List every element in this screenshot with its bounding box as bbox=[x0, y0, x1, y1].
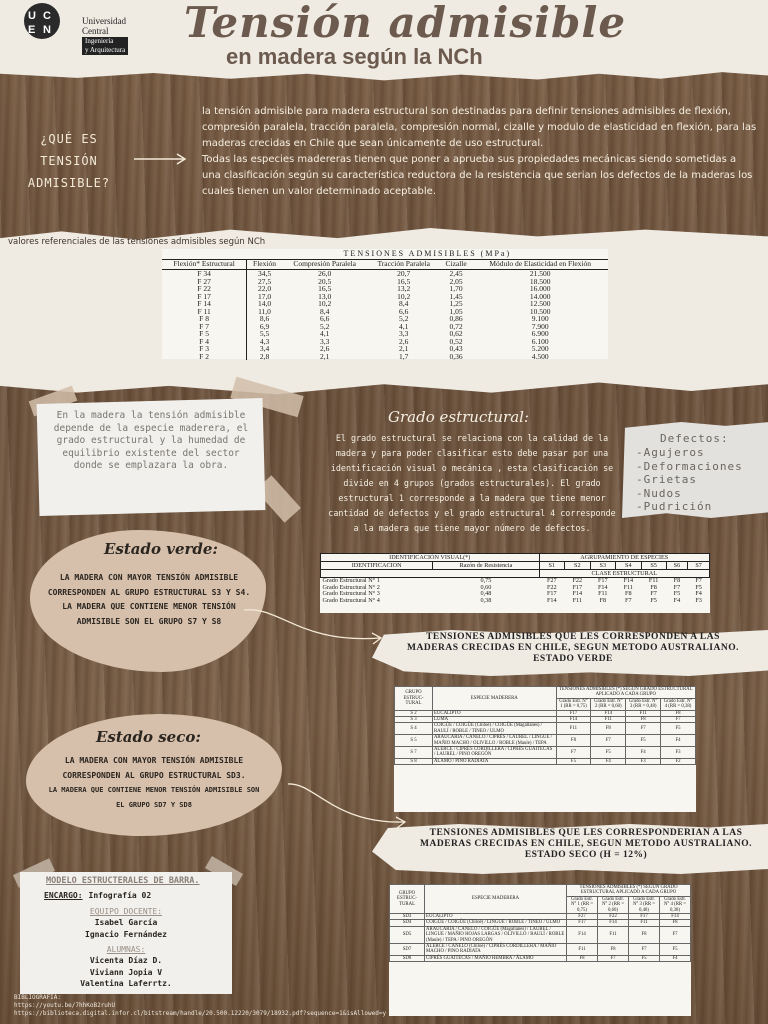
table-cell: F7 bbox=[598, 955, 629, 961]
column-header: S2 bbox=[565, 562, 591, 570]
table-cell: F11 bbox=[572, 596, 582, 604]
table-cell: F11 bbox=[623, 583, 633, 591]
column-header: Grado Estr. N° 2 (RR = 0,60) bbox=[591, 698, 626, 710]
table-row bbox=[162, 353, 608, 361]
defecto-item: -Nudos bbox=[636, 486, 682, 500]
table-cell: F8 bbox=[650, 583, 657, 591]
table-cell: 0,38 bbox=[480, 596, 492, 604]
table-cell: 5,2 bbox=[319, 321, 330, 331]
table-cell: S 4 bbox=[395, 723, 433, 735]
table-cell: ÁLAMO / PINO RADIATA bbox=[432, 758, 556, 764]
table-cell: 8,4 bbox=[319, 306, 330, 316]
table-cell: F4 bbox=[695, 590, 702, 597]
grado-text: El grado estructural se relaciona con la calidad de la madera y para poder clasificar esto debe pasar por una identificación visual o mecánica , esta clasificación se divide en 4 grupos (grados estructurales). El grado estructural 1 corresponde a la madera que tiene menor cantidad de defectos y el grado estructural 4 corresponde a la madera que tiene mayor número de defectos. bbox=[328, 433, 616, 533]
table-cell: Grado Estructural N° 1 bbox=[322, 577, 380, 584]
table-cell: 0,86 bbox=[449, 314, 463, 323]
table-cell: 6,9 bbox=[259, 321, 270, 331]
table-cell: F 17 bbox=[162, 293, 247, 301]
table-cell: 1,7 bbox=[399, 351, 409, 361]
table-cell: 22,0 bbox=[257, 284, 272, 293]
bibliografia-link[interactable]: https://biblioteca.digital.infor.cl/bitstream/handle/20.500.12220/3079/18932.pdf?sequence=1&isAllowed=y bbox=[14, 1010, 387, 1017]
table-cell: Grado Estructural N° 3 bbox=[322, 590, 380, 597]
table-cell: F8 bbox=[598, 944, 629, 956]
table-cell: 0,60 bbox=[480, 583, 492, 591]
table-row bbox=[395, 758, 696, 764]
table-cell: F11 bbox=[598, 926, 629, 943]
table-cell: 4,1 bbox=[319, 329, 330, 338]
defectos-list bbox=[636, 446, 743, 514]
table-cell: F 5 bbox=[162, 330, 247, 338]
table-cell: F7 bbox=[659, 926, 690, 943]
seco-table-title: TENSIONES ADMISIBLES QUE LES CORRESPONDERIAN A LAS MADERAS CRECIDAS EN CHILE, SEGUN METODO AUSTRALIANO. ESTADO SECO (H = 12%) bbox=[420, 828, 752, 860]
ucen-logo bbox=[14, 3, 70, 39]
table-cell: SD5 bbox=[390, 926, 425, 943]
table-cell: F 11 bbox=[162, 308, 247, 316]
table-cell: 2,6 bbox=[399, 336, 409, 346]
table-cell: 14,0 bbox=[257, 299, 272, 308]
table-cell: 0,62 bbox=[449, 329, 463, 338]
table-cell: 6.900 bbox=[531, 329, 549, 338]
table-cell: 0,72 bbox=[449, 321, 463, 331]
column-header: Compresión Paralela bbox=[282, 260, 368, 270]
table-cell: F8 bbox=[659, 920, 690, 926]
intro-text bbox=[202, 104, 758, 200]
table-cell: F17 bbox=[556, 710, 591, 716]
table-cell: F7 bbox=[625, 596, 632, 604]
table-cell: F4 bbox=[626, 747, 661, 759]
table-cell: 0,43 bbox=[449, 344, 463, 353]
table-cell: S 8 bbox=[395, 758, 433, 764]
table-cell: 2,45 bbox=[449, 269, 463, 278]
table-cell: F 7 bbox=[162, 323, 247, 331]
table-cell: 9.100 bbox=[531, 314, 549, 323]
table-cell: F4 bbox=[661, 735, 696, 747]
table-cell: 20,5 bbox=[318, 276, 332, 286]
column-header: Módulo de Elasticidad en Flexión bbox=[472, 260, 608, 270]
table-cell: F27 bbox=[546, 577, 557, 584]
table-cell: F11 bbox=[556, 723, 591, 735]
seco-table: GRUPO ESTRUC-TURAL ESPECIE MADERERA TENSIONES ADMISIBLES (*) SEGUN GRADO ESTRUCTURAL APLICADO A CADA GRUPO Grado Estr. N° 1 (RR = 0,75) Grado Estr. N° 2 (RR = 0,60) Grado Estr. N° 3 (RR = 0,48) Grado Estr. N° 4 (RR = 0,38) SD3 EUCALIPTO F27 F22 F17 F14 SD4 COIGÜE / COIGÜE (Chiloé) / LINGUE / ROBLE / TINEO / ULMO F17 F14 F11 F8 SD5 ARAUCARIA / CANELO / COIGÜE (Magallanes) / LAUREL / LINGUE / MAÑIO HOJAS LARGAS / OLIVILLO / RAULÍ / ROBLE (Maule) / TEPA / PINO OREGÓN F14 F11 F8 F7 SD7 ALERCE / CANELO (Chiloé) / CIPRÉS CORDILLERA / MAÑIO MACHO / PINO RADIATA F11 F8 F7 F5 SD8 CIPRÉS GUAITECAS / MAÑIO HEMBRA / ÁLAMO F8 F7 F5 F4 bbox=[389, 884, 691, 1016]
table-cell: F11 bbox=[648, 577, 659, 584]
estado-verde-title: Estado verde: bbox=[104, 540, 218, 558]
docente-label: EQUIPO DOCENTE: bbox=[89, 907, 163, 916]
table-cell: F22 bbox=[598, 914, 629, 920]
table-cell: Grado Estructural N° 4 bbox=[322, 596, 380, 604]
column-header: Cizalle bbox=[440, 260, 472, 270]
grado-title: Grado estructural: bbox=[388, 408, 529, 426]
table-cell: F4 bbox=[659, 955, 690, 961]
table-cell: F5 bbox=[695, 583, 702, 591]
table-cell: 11,0 bbox=[258, 306, 271, 316]
table-cell: F3 bbox=[626, 758, 661, 764]
table-cell: 7.900 bbox=[531, 321, 549, 331]
table-row bbox=[395, 723, 696, 735]
encargo: ENCARGO: Infografía 02 bbox=[44, 891, 152, 900]
table-cell: 4.500 bbox=[531, 351, 549, 361]
table-cell: F5 bbox=[650, 596, 657, 604]
table-cell: F7 bbox=[695, 577, 702, 584]
table-cell: F8 bbox=[599, 596, 607, 604]
defecto-item: -Agujeros bbox=[636, 446, 705, 459]
table-row bbox=[390, 920, 691, 926]
table-cell: F14 bbox=[598, 920, 629, 926]
column-header: Grado Estr. N° 4 (RR = 0,38) bbox=[661, 698, 696, 710]
table-cell: F14 bbox=[597, 583, 608, 591]
intro-paragraph-2: Todas las especies madereras tienen que poner a aprueba sus propiedades mecánicas siendo sometidas a una clasificación según su característica reductora de la resistencia que serian los defectos de la maderas los cuales tienen un valor determinado aceptable. bbox=[202, 154, 753, 197]
table-cell: F8 bbox=[556, 735, 591, 747]
table-cell: 10,2 bbox=[318, 299, 332, 308]
table-cell: 34,5 bbox=[257, 269, 272, 278]
table-cell: F27 bbox=[567, 914, 598, 920]
table-cell: 5,5 bbox=[259, 329, 270, 338]
table-cell: F11 bbox=[598, 590, 608, 597]
column-header: S6 bbox=[666, 562, 688, 570]
table-cell: 3,3 bbox=[319, 336, 330, 346]
table-cell: F5 bbox=[626, 735, 661, 747]
table-cell: F5 bbox=[661, 723, 696, 735]
table-cell: 0,36 bbox=[449, 351, 463, 361]
table-cell: F17 bbox=[597, 577, 608, 584]
table-cell: F5 bbox=[591, 747, 626, 759]
table-cell: ALERCE / CIPRÉS CORDILLERA / CIPRÉS GUAITECAS / LAUREL / PINO OREGÓN bbox=[432, 747, 556, 759]
table-cell: S 7 bbox=[395, 747, 433, 759]
table-cell: F17 bbox=[567, 920, 598, 926]
table-cell: LUMA bbox=[432, 717, 556, 723]
column-header: Grado Estr. N° 3 (RR = 0,48) bbox=[629, 896, 660, 913]
table-cell: F17 bbox=[629, 914, 660, 920]
column-header: Grado Estr. N° 3 (RR = 0,48) bbox=[626, 698, 661, 710]
table-cell: 0,52 bbox=[449, 336, 463, 346]
table-cell: 3,4 bbox=[259, 344, 270, 353]
table-cell: F8 bbox=[625, 590, 632, 597]
verde-table-title: TENSIONES ADMISIBLES QUE LES CORRESPONDEN A LAS MADERAS CRECIDAS EN CHILE, SEGUN METODO AUSTRALIANO. ESTADO VERDE bbox=[407, 632, 739, 664]
table-cell: 0,75 bbox=[480, 577, 492, 584]
column-header: S5 bbox=[641, 562, 666, 570]
table-cell: 2,05 bbox=[449, 276, 463, 286]
table-cell: F14 bbox=[659, 914, 690, 920]
estado-seco-title: Estado seco: bbox=[96, 728, 201, 746]
bibliografia: BIBLIOGRAFÍA: https://youtu.be/7hhKoB2ruhU https://biblioteca.digital.infor.cl/bitstream/handle/20.500.12220/3079/18932.pdf?sequence=1&isAllowed=y bbox=[14, 994, 387, 1017]
defecto-item: -Deformaciones bbox=[636, 459, 743, 473]
table-cell: 4,1 bbox=[399, 321, 409, 331]
table-cell: F 14 bbox=[162, 300, 247, 308]
table-cell: F11 bbox=[567, 944, 598, 956]
table-cell: F 3 bbox=[162, 345, 247, 353]
table-cell: F8 bbox=[626, 717, 661, 723]
table-cell: 16,5 bbox=[397, 276, 411, 286]
table-cell: F14 bbox=[623, 577, 634, 584]
table-cell: F3 bbox=[661, 747, 696, 759]
table-cell: 13,2 bbox=[397, 284, 411, 293]
table-cell: F8 bbox=[591, 723, 626, 735]
alumnas-label: ALUMNAS: bbox=[106, 945, 146, 954]
table-cell: 0,48 bbox=[480, 590, 492, 597]
table-cell: 2,6 bbox=[319, 344, 330, 353]
clasif-header-group: AGRUPAMIENTO DE ESPECIES bbox=[539, 554, 710, 562]
table-cell: 10,2 bbox=[397, 291, 411, 301]
column-header: S3 bbox=[590, 562, 616, 570]
table-cell: COIGÜE / COIGÜE (Chiloé) / LINGUE / ROBLE / TINEO / ULMO bbox=[425, 920, 567, 926]
table-cell: 4,3 bbox=[259, 336, 270, 346]
table-caption: valores referenciales de las tensiones admisibles según NCh bbox=[8, 237, 266, 247]
column-header: Grado Estr. N° 4 (RR = 0,38) bbox=[659, 896, 690, 913]
table-cell: F3 bbox=[695, 596, 702, 604]
table-row bbox=[390, 926, 691, 943]
table-cell: F5 bbox=[659, 944, 690, 956]
faculty-band: Ingeniería y Arquitectura bbox=[82, 37, 128, 55]
column-header: Flexión* Estructural bbox=[162, 260, 247, 270]
defectos-title: Defectos: bbox=[660, 432, 729, 445]
table-cell: F7 bbox=[629, 944, 660, 956]
table-cell: 27,5 bbox=[257, 276, 272, 286]
table-row bbox=[390, 944, 691, 956]
table-cell: 18.500 bbox=[529, 276, 551, 286]
table-cell: F11 bbox=[591, 717, 626, 723]
column-header: Tracción Paralela bbox=[367, 260, 439, 270]
table-cell: F5 bbox=[556, 758, 591, 764]
table-cell: 2,8 bbox=[259, 351, 270, 361]
column-header: S1 bbox=[539, 562, 565, 570]
estado-verde-text: LA MADERA CON MAYOR TENSIÓN ADMISIBLE CORRESPONDEN AL GRUPO ESTRUCTURAL S3 Y S4. LA MADERA QUE CONTIENE MENOR TENSIÓN ADMISIBLE SON EL GRUPO S7 Y S8 bbox=[47, 573, 251, 626]
table-cell: F22 bbox=[546, 583, 557, 591]
curved-arrow-icon bbox=[240, 604, 390, 654]
table-cell: F11 bbox=[629, 920, 660, 926]
docente-names: Isabel García Ignacio Fernández bbox=[85, 918, 167, 939]
table-cell: SD7 bbox=[390, 944, 425, 956]
table-cell: SD3 bbox=[390, 914, 425, 920]
right-arrow-icon bbox=[132, 152, 190, 166]
table-cell: F17 bbox=[572, 583, 583, 591]
table-cell: F5 bbox=[629, 955, 660, 961]
svg-text:N: N bbox=[43, 24, 51, 36]
table-cell: F8 bbox=[661, 710, 696, 716]
defecto-item: -Pudrición bbox=[636, 500, 713, 513]
table-cell: F17 bbox=[546, 590, 557, 597]
column-header: Grado Estr. N° 2 (RR = 0,60) bbox=[598, 896, 629, 913]
table-cell: F22 bbox=[572, 577, 583, 584]
table-cell: 1,45 bbox=[449, 291, 463, 301]
table-cell: F7 bbox=[626, 723, 661, 735]
table-row bbox=[390, 955, 691, 961]
table-cell: F14 bbox=[546, 596, 557, 604]
table-cell: 26,0 bbox=[318, 269, 332, 278]
svg-text:C: C bbox=[43, 10, 51, 22]
defecto-item: -Grietas bbox=[636, 473, 697, 486]
table-cell: F8 bbox=[567, 955, 598, 961]
table-cell: F14 bbox=[572, 590, 583, 597]
table-cell: F 34 bbox=[162, 270, 247, 278]
intro-paragraph-1: la tensión admisible para madera estructural son destinadas para definir tensiones admisibles de flexión, compresión paralela, tracción paralela, compresión normal, cizalle y modulo de elasticidad en flexión, para las maderas crecidas en Chile que sean únicamente de uso estructural. bbox=[202, 106, 757, 149]
logo-letters-top: U bbox=[28, 10, 36, 22]
table-row bbox=[395, 747, 696, 759]
table-cell: F14 bbox=[556, 717, 591, 723]
table-cell: F7 bbox=[556, 747, 591, 759]
table-cell: SD8 bbox=[390, 955, 425, 961]
table-cell: F8 bbox=[629, 926, 660, 943]
column-header: S7 bbox=[688, 562, 710, 570]
table-cell: F7 bbox=[591, 735, 626, 747]
table-cell: F 22 bbox=[162, 285, 247, 293]
table-cell: S 2 bbox=[395, 710, 433, 716]
table-cell: S 3 bbox=[395, 717, 433, 723]
table-cell: 5.200 bbox=[531, 344, 549, 353]
bibliografia-link[interactable]: https://youtu.be/7hhKoB2ruhU bbox=[14, 1002, 116, 1009]
table-cell: 20,7 bbox=[397, 269, 411, 278]
table-cell: 5,2 bbox=[399, 314, 409, 323]
column-header: Grado Estr. N° 1 (RR = 0,75) bbox=[556, 698, 591, 710]
table-cell: F5 bbox=[673, 590, 681, 597]
table-cell: 3,3 bbox=[399, 329, 409, 338]
table-cell: F7 bbox=[650, 590, 657, 597]
table-cell: 10.500 bbox=[529, 306, 551, 316]
table-cell: 6,6 bbox=[399, 306, 409, 316]
column-header: Grado Estr. N° 1 (RR = 0,75) bbox=[567, 896, 598, 913]
table-cell: F 27 bbox=[162, 278, 247, 286]
table-cell: F2 bbox=[661, 758, 696, 764]
tensiones-table-title: TENSIONES ADMISIBLES (MPa) bbox=[247, 249, 608, 260]
table-cell: F14 bbox=[591, 710, 626, 716]
page-subtitle: en madera según la NCh bbox=[226, 44, 483, 69]
table-cell: 6.100 bbox=[531, 336, 549, 346]
table-cell: SD4 bbox=[390, 920, 425, 926]
info-heading: MODELO ESTRUCTERALES DE BARRA. bbox=[46, 876, 200, 886]
note-text: En la madera la tensión admisible depende de la especie maderera, el grado estructural y la humedad de equilibrio existente del sector donde se emplazara la obra. bbox=[53, 410, 249, 471]
estado-seco-text: LA MADERA CON MAYOR TENSIÓN ADMISIBLE CORRESPONDEN AL GRUPO ESTRUCTURAL SD3. LA MADERA QUE CONTIENE MENOR TENSIÓN ADMISIBLE SON EL GRUPO SD7 Y SD8 bbox=[48, 756, 260, 809]
table-cell: F8 bbox=[673, 577, 681, 584]
table-cell: 1,70 bbox=[449, 284, 463, 293]
svg-text:E: E bbox=[28, 24, 36, 36]
table-cell: 2,1 bbox=[319, 351, 330, 361]
table-row bbox=[395, 735, 696, 747]
table-cell: ALERCE / CANELO (Chiloé) / CIPRÉS CORDILLERA / MAÑIO MACHO / PINO RADIATA bbox=[425, 944, 567, 956]
table-cell: F 2 bbox=[162, 353, 247, 361]
table-cell: 2,1 bbox=[399, 344, 409, 353]
table-cell: ARAUCARIA / CANELO / COIGÜE (Magallanes) / LAUREL / LINGUE / MAÑIO HOJAS LARGAS / OLIVILLO / RAULÍ / ROBLE (Maule) / TEPA / PINO OREGÓN bbox=[425, 926, 567, 943]
table-cell: S 5 bbox=[395, 735, 433, 747]
table-cell: EUCALIPTO bbox=[432, 710, 556, 716]
table-cell: 14.000 bbox=[529, 291, 551, 301]
table-cell: 17,0 bbox=[257, 291, 272, 301]
table-cell: 1,25 bbox=[449, 299, 463, 308]
table-cell: 6,6 bbox=[319, 314, 330, 323]
table-cell: F4 bbox=[673, 596, 681, 604]
table-cell: ARAUCARIA / CANELO / CIPRÉS / LAUREL / LINGUE / MAÑIO MACHO / OLIVILLO / ROBLE (Maule) / TEPA bbox=[432, 735, 556, 747]
column-header: S4 bbox=[616, 562, 642, 570]
table-cell: F14 bbox=[567, 926, 598, 943]
tensiones-table bbox=[162, 249, 608, 359]
clasificacion-table: IDENTIFICACIÓN VISUAL(*) AGRUPAMIENTO DE ESPECIES IDENTIFICACION Razón de Resistencia S1 S2 S3 S4 S5 S6 S7 CLASE ESTRUCTURAL Grado Estructural N° 1 0,75 F27 F22 F17 F14 F11 F8 F7 Grado Estructural N° 2 0,60 F22 F17 F14 F11 F8 F7 F5 Grado Estructural N° 3 0,48 F17 F14 F11 F8 F7 F5 F4 Grado Estructural N° 4 0,38 F14 F11 F8 F7 F5 F4 F3 bbox=[320, 553, 710, 613]
table-cell: 8,6 bbox=[259, 314, 270, 323]
table-cell: F 8 bbox=[162, 315, 247, 323]
clasif-header-id: IDENTIFICACIÓN VISUAL(*) bbox=[321, 554, 540, 562]
table-cell: 16.000 bbox=[529, 284, 551, 293]
table-cell: F4 bbox=[591, 758, 626, 764]
table-cell: 12.500 bbox=[529, 299, 551, 308]
table-cell: F 4 bbox=[162, 338, 247, 346]
alumnas-names: Vicenta Díaz D. Viviann Jopia V Valentina Laferrtz. bbox=[80, 956, 172, 988]
table-cell: CIPRÉS GUAITECAS / MAÑIO HEMBRA / ÁLAMO bbox=[425, 955, 567, 961]
table-cell: 1,05 bbox=[449, 306, 463, 316]
table-cell: F11 bbox=[626, 710, 661, 716]
table-cell: EUCALIPTO bbox=[425, 914, 567, 920]
table-cell: 13,0 bbox=[318, 291, 332, 301]
page-title: Tensión admisible bbox=[184, 0, 627, 47]
table-cell: 21.500 bbox=[529, 269, 551, 278]
question-label: ¿QUÉ ES TENSIÓN ADMISIBLE? bbox=[27, 132, 111, 190]
column-header: Flexión bbox=[247, 260, 282, 270]
verde-table: GRUPO ESTRUC-TURAL ESPECIE MADERERA TENSIONES ADMISIBLES (*) SEGUN GRADO ESTRUCTURAL APLICADO A CADA GRUPO Grado Estr. N° 1 (RR = 0,75) Grado Estr. N° 2 (RR = 0,60) Grado Estr. N° 3 (RR = 0,48) Grado Estr. N° 4 (RR = 0,38) S 2 EUCALIPTO F17 F14 F11 F8 S 3 LUMA F14 F11 F8 F7 S 4 COIGÜE / COIGÜE (Chiloé) / COIGÜE (Magallanes) / RAULÍ / ROBLE / TINEO / ULMO F11 F8 F7 F5 S 5 ARAUCARIA / CANELO / CIPRÉS / LAUREL / LINGUE / MAÑIO MACHO / OLIVILLO / ROBLE (Maule) / TEPA F8 F7 F5 F4 S 7 ALERCE / CIPRÉS CORDILLERA / CIPRÉS GUAITECAS / LAUREL / PINO OREGÓN F7 F5 F4 F3 S 8 ÁLAMO / PINO RADIATA F5 F4 F3 F2 bbox=[394, 686, 696, 812]
university-name: Universidad Central Ingeniería y Arquitectura bbox=[82, 16, 128, 55]
table-cell: 8,4 bbox=[399, 299, 409, 308]
table-cell: 16,5 bbox=[318, 284, 332, 293]
table-cell: Grado Estructural N° 2 bbox=[322, 583, 380, 591]
table-cell: F7 bbox=[673, 583, 681, 591]
table-cell: COIGÜE / COIGÜE (Chiloé) / COIGÜE (Magallanes) / RAULÍ / ROBLE / TINEO / ULMO bbox=[432, 723, 556, 735]
table-cell: F7 bbox=[661, 717, 696, 723]
